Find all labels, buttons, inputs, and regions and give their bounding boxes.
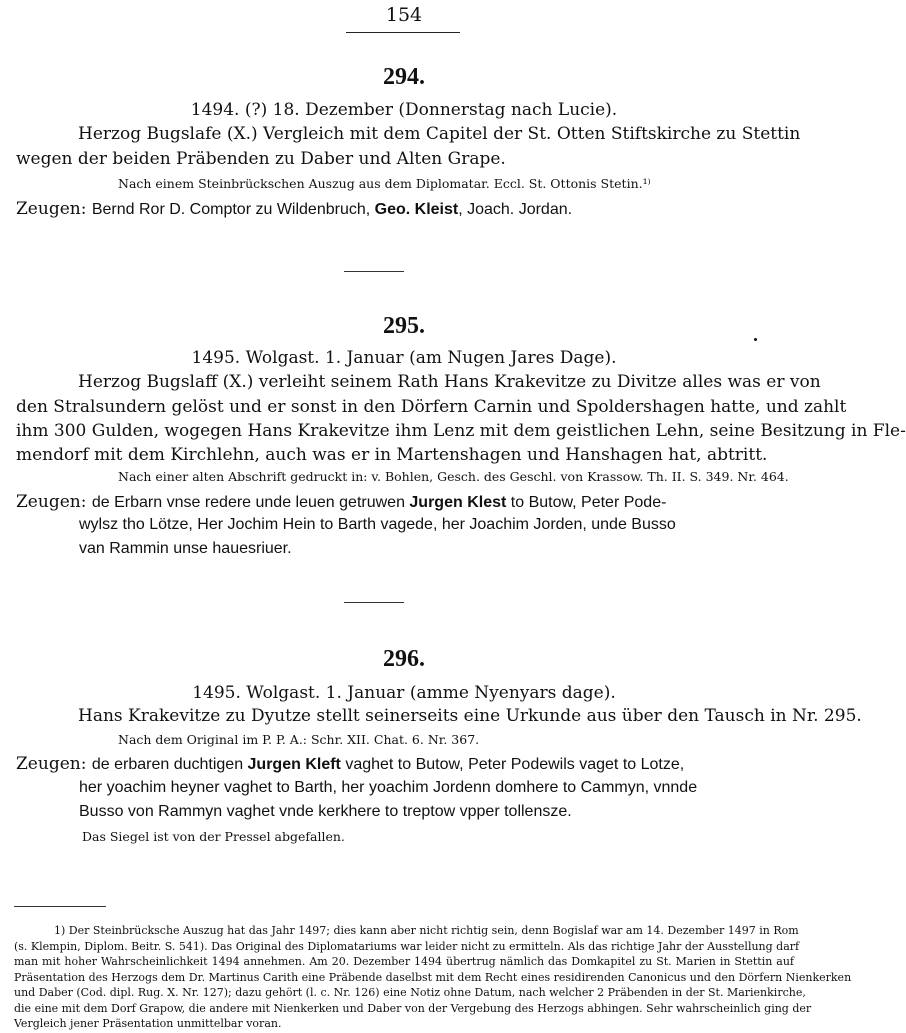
seal-note-296: Das Siegel ist von der Pressel abgefallen. <box>82 829 345 844</box>
entry-separator <box>344 271 404 272</box>
witness-line-294-1 <box>16 199 572 219</box>
witness-name-bold: Jurgen Klest <box>409 494 507 511</box>
footnote-line: 1) Der Steinbrücksche Auszug hat das Jahr 1497; dies kann aber nicht richtig sein, denn Bogislaf war am 14. Dezember 1497 in Rom <box>54 924 799 937</box>
witness-label: Zeugen: <box>16 199 87 219</box>
entry-source-294: Nach einem Steinbrückschen Auszug aus dem Diplomatar. Eccl. St. Ottonis Stetin.¹⁾ <box>118 176 651 191</box>
entry-number-296: 296. <box>383 646 425 672</box>
entry-number-295: 295. <box>383 313 425 339</box>
witness-line-296-3: Busso von Rammyn vaghet vnde kerkhere to treptow vpper tollensze. <box>79 803 572 820</box>
witness-text: Bernd Ror D. Comptor zu Wildenbruch, <box>91 201 375 218</box>
print-speck <box>754 338 757 341</box>
witness-text: , Joach. Jordan. <box>458 201 573 218</box>
footnote-line: Präsentation des Herzogs dem Dr. Martinus Carith eine Präbende daselbst mit dem Recht eines residirenden Canonicus und den Dörfern Nienkerken <box>14 970 852 984</box>
witness-text: de Erbarn vnse redere unde leuen getruwen <box>91 494 410 511</box>
witness-line-295-1 <box>16 492 666 512</box>
entry-number-294: 294. <box>383 64 425 90</box>
entry-source-296: Nach dem Original im P. P. A.: Schr. XII. Chat. 6. Nr. 367. <box>118 732 480 747</box>
header-rule <box>346 32 460 33</box>
footnote-line: und Daber (Cod. dipl. Rug. X. Nr. 127); dazu gehört (l. c. Nr. 126) eine Notiz ohne Datum, nach welcher 2 Präbenden in der St. Marienkirche, <box>14 986 806 999</box>
entry-source-295: Nach einer alten Abschrift gedruckt in: v. Bohlen, Gesch. des Geschl. von Krassow. Th. II. S. 349. Nr. 464. <box>118 469 789 484</box>
footnote-line: (s. Klempin, Diplom. Beitr. S. 541). Das Original des Diplomatariums war leider nicht zu ermitteln. Als das richtige Jahr der Ausstellung darf <box>14 939 800 953</box>
witness-line-295-2: wylsz tho Lötze, Her Jochim Hein to Barth vagede, her Joachim Jorden, unde Busso <box>79 516 676 533</box>
entry-summary-294-line1: Herzog Bugslafe (X.) Vergleich mit dem Capitel der St. Otten Stiftskirche zu Stettin <box>78 124 801 144</box>
entry-summary-295-line3: ihm 300 Gulden, wogegen Hans Krakevitze ihm Lenz mit dem geistlichen Lehn, seine Besitzung in Fle- <box>16 421 906 441</box>
witness-line-296-2: her yoachim heyner vaghet to Barth, her yoachim Jordenn domhere to Cammyn, vnnde <box>79 779 698 796</box>
entry-summary-296-line1: Hans Krakevitze zu Dyutze stellt seinerseits eine Urkunde aus über den Tausch in Nr. 295. <box>78 706 862 726</box>
witness-text: de erbaren duchtigen <box>91 756 248 773</box>
footnote-rule <box>14 906 106 907</box>
witness-line-296-1 <box>16 754 684 774</box>
page-number: 154 <box>385 4 423 26</box>
witness-name-bold: Jurgen Kleft <box>247 756 341 773</box>
entry-date-296: 1495. Wolgast. 1. Januar (amme Nyenyars dage). <box>192 683 616 703</box>
footnote <box>14 923 852 1032</box>
entry-summary-294-line2: wegen der beiden Präbenden zu Daber und Alten Grape. <box>16 149 506 169</box>
witness-text: to Butow, Peter Pode- <box>506 494 667 511</box>
witness-name-bold: Geo. Kleist <box>374 201 459 218</box>
entry-summary-295-line1: Herzog Bugslaff (X.) verleiht seinem Rath Hans Krakevitze zu Divitze alles was er von <box>78 372 821 392</box>
footnote-line: man mit hoher Wahrscheinlichkeit 1494 annehmen. Am 20. Dezember 1494 übertrug nämlich das Domkapitel zu St. Marien in Stettin auf <box>14 955 794 968</box>
entry-separator <box>344 602 404 603</box>
witness-label: Zeugen: <box>16 492 87 512</box>
footnote-line: die eine mit dem Dorf Grapow, die andere mit Nienkerken und Daber von der Vergebung des Herzogs abhingen. Sehr wahrscheinlich ging der <box>14 1001 812 1015</box>
witness-text: vaghet to Butow, Peter Podewils vaget to Lotze, <box>340 756 685 773</box>
witness-label: Zeugen: <box>16 754 87 774</box>
entry-date-295: 1495. Wolgast. 1. Januar (am Nugen Jares Dage). <box>191 348 617 368</box>
entry-summary-295-line2: den Stralsundern gelöst und er sonst in den Dörfern Carnin und Spoldershagen hatte, und zahlt <box>16 397 847 417</box>
footnote-line: Vergleich jener Präsentation unmittelbar voran. <box>14 1017 282 1030</box>
entry-date-294: 1494. (?) 18. Dezember (Donnerstag nach Lucie). <box>190 100 618 120</box>
witness-line-295-3: van Rammin unse hauesriuer. <box>79 540 292 557</box>
entry-summary-295-line4: mendorf mit dem Kirchlehn, auch was er in Martenshagen und Hanshagen hat, abtritt. <box>16 445 768 465</box>
